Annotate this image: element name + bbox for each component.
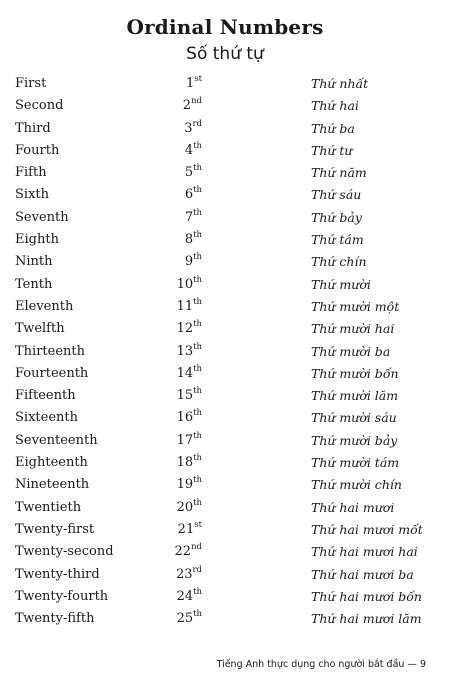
ordinal-suffix: th: [193, 609, 202, 620]
ordinal-suffix: th: [193, 408, 202, 419]
ordinal-suffix: th: [193, 140, 202, 151]
list-item: [0, 94, 450, 116]
vietnamese-ordinal: Thứ mười bảy: [311, 432, 398, 448]
ordinal-digits: 23: [175, 566, 193, 582]
ordinal-number: [150, 274, 202, 292]
vietnamese-ordinal: Thứ hai mươi mốt: [311, 521, 423, 537]
english-ordinal: Nineteenth: [15, 477, 90, 493]
ordinal-digits: 3: [184, 120, 193, 136]
ordinal-number: [150, 544, 202, 559]
vietnamese-ordinal: Thứ hai mươi hai: [311, 544, 418, 560]
list-item: [0, 139, 450, 161]
list-item: [0, 228, 450, 250]
ordinal-number: [150, 118, 202, 136]
english-ordinal: Twenty-third: [15, 566, 100, 582]
ordinal-number: [150, 321, 202, 336]
vietnamese-ordinal: Thứ mười chín: [311, 477, 402, 493]
ordinal-digits: 9: [184, 254, 194, 270]
ordinal-suffix: th: [193, 341, 202, 352]
list-item: [0, 206, 450, 228]
english-ordinal: Sixth: [15, 187, 49, 203]
ordinal-number: [150, 497, 202, 515]
list-item: [0, 250, 450, 272]
ordinal-number: [150, 410, 202, 425]
ordinal-number: [150, 388, 202, 403]
vietnamese-ordinal: Thứ chín: [311, 254, 367, 270]
ordinal-digits: 14: [176, 365, 194, 381]
vietnamese-ordinal: Thứ mười: [311, 276, 371, 292]
list-item: [0, 384, 450, 406]
ordinal-digits: 24: [176, 588, 194, 604]
ordinal-suffix: th: [193, 497, 202, 508]
ordinal-digits: 17: [176, 432, 194, 448]
vietnamese-ordinal: Thứ mười lăm: [311, 388, 399, 404]
ordinal-digits: 7: [184, 209, 194, 225]
ordinal-digits: 12: [176, 321, 194, 337]
ordinal-suffix: th: [193, 475, 202, 486]
english-ordinal: Twenty-second: [15, 544, 114, 560]
page-footer: Tiếng Anh thực dụng cho người bắt đầu — 9: [216, 659, 426, 670]
english-ordinal: Sixteenth: [15, 410, 78, 426]
english-ordinal: Thirteenth: [15, 343, 85, 359]
ordinal-number: [150, 455, 202, 470]
english-ordinal: Eighth: [15, 232, 59, 248]
ordinal-suffix: rd: [192, 564, 202, 575]
vietnamese-ordinal: Thứ tám: [311, 232, 364, 248]
list-item: [0, 273, 450, 295]
ordinal-suffix: st: [194, 519, 202, 530]
ordinal-number: [150, 76, 202, 91]
english-ordinal: Twenty-fifth: [15, 611, 95, 627]
ordinal-number: [150, 140, 202, 158]
ordinal-suffix: th: [193, 386, 202, 397]
ordinal-digits: 4: [184, 142, 194, 158]
vietnamese-ordinal: Thứ mười bốn: [311, 365, 399, 381]
ordinal-number: [150, 611, 202, 626]
vietnamese-ordinal: Thứ hai mươi: [311, 499, 395, 515]
list-item: [0, 563, 450, 585]
list-item: [0, 340, 450, 362]
ordinal-number: [150, 519, 202, 537]
page-subtitle: Số thứ tự: [186, 44, 264, 64]
vietnamese-ordinal: Thứ sáu: [311, 187, 362, 203]
ordinal-number: [150, 430, 202, 448]
ordinal-list: [0, 72, 450, 629]
vietnamese-ordinal: Thứ mười ba: [311, 343, 391, 359]
ordinal-suffix: nd: [191, 96, 202, 107]
ordinal-digits: 8: [184, 232, 194, 248]
list-item: [0, 585, 450, 607]
english-ordinal: Third: [15, 120, 51, 136]
list-item: [0, 72, 450, 94]
ordinal-suffix: th: [193, 274, 202, 285]
ordinal-digits: 5: [184, 165, 194, 181]
english-ordinal: Twelfth: [15, 321, 65, 337]
ordinal-digits: 19: [176, 477, 194, 493]
english-ordinal: Seventeenth: [15, 432, 98, 448]
vietnamese-ordinal: Thứ mười sáu: [311, 410, 397, 426]
list-item: [0, 607, 450, 629]
vietnamese-ordinal: Thứ nhất: [311, 76, 369, 91]
ordinal-digits: 21: [177, 521, 195, 537]
ordinal-suffix: th: [193, 230, 202, 241]
ordinal-number: [150, 207, 202, 225]
ordinal-number: [150, 165, 202, 180]
english-ordinal: Twenty-fourth: [15, 588, 109, 604]
vietnamese-ordinal: Thứ mười hai: [311, 321, 395, 337]
ordinal-suffix: th: [193, 453, 202, 464]
ordinal-suffix: th: [193, 185, 202, 196]
vietnamese-ordinal: Thứ hai mươi ba: [311, 566, 414, 582]
english-ordinal: Eleventh: [15, 298, 74, 314]
vietnamese-ordinal: Thứ ba: [311, 120, 355, 136]
vietnamese-ordinal: Thứ hai mươi lăm: [311, 611, 422, 627]
ordinal-number: [150, 232, 202, 247]
ordinal-suffix: th: [193, 586, 202, 597]
ordinal-digits: 25: [176, 611, 194, 627]
english-ordinal: Eighteenth: [15, 455, 88, 471]
ordinal-digits: 2: [182, 98, 192, 114]
ordinal-digits: 16: [176, 410, 194, 426]
list-item: [0, 473, 450, 495]
ordinal-digits: 18: [176, 455, 194, 471]
vietnamese-ordinal: Thứ mười tám: [311, 455, 400, 471]
english-ordinal: Fifth: [15, 165, 47, 181]
english-ordinal: Twenty-first: [15, 521, 95, 537]
vietnamese-ordinal: Thứ bảy: [311, 209, 362, 225]
ordinal-digits: 15: [176, 388, 194, 404]
ordinal-digits: 22: [174, 544, 192, 560]
list-item: [0, 161, 450, 183]
ordinal-suffix: th: [193, 252, 202, 263]
ordinal-suffix: th: [193, 296, 202, 307]
ordinal-suffix: th: [193, 319, 202, 330]
ordinal-suffix: th: [193, 207, 202, 218]
english-ordinal: Tenth: [15, 276, 53, 292]
list-item: [0, 183, 450, 205]
english-ordinal: Fourth: [15, 142, 60, 158]
page-title: Ordinal Numbers: [126, 15, 324, 39]
ordinal-suffix: rd: [192, 118, 202, 129]
list-item: [0, 317, 450, 339]
vietnamese-ordinal: Thứ hai: [311, 98, 359, 114]
ordinal-digits: 10: [176, 276, 194, 292]
list-item: [0, 540, 450, 562]
ordinal-number: [150, 341, 202, 359]
list-item: [0, 362, 450, 384]
ordinal-digits: 6: [184, 187, 194, 203]
vietnamese-ordinal: Thứ mười một: [311, 298, 400, 314]
ordinal-number: [150, 564, 202, 582]
ordinal-number: [150, 187, 202, 202]
english-ordinal: Fourteenth: [15, 365, 89, 381]
list-item: [0, 451, 450, 473]
ordinal-suffix: th: [193, 363, 202, 374]
english-ordinal: First: [15, 76, 47, 91]
ordinal-number: [150, 477, 202, 492]
english-ordinal: Twentieth: [15, 499, 82, 515]
ordinal-number: [150, 254, 202, 269]
list-item: [0, 496, 450, 518]
ordinal-suffix: th: [193, 430, 202, 441]
ordinal-digits: 20: [176, 499, 194, 515]
ordinal-number: [150, 98, 202, 113]
ordinal-suffix: th: [193, 163, 202, 174]
ordinal-suffix: st: [194, 74, 202, 84]
list-item: [0, 117, 450, 139]
ordinal-digits: 11: [176, 298, 194, 314]
ordinal-digits: 13: [176, 343, 194, 359]
list-item: [0, 295, 450, 317]
vietnamese-ordinal: Thứ hai mươi bốn: [311, 588, 422, 604]
list-item: [0, 429, 450, 451]
ordinal-suffix: nd: [191, 542, 202, 553]
list-item: [0, 406, 450, 428]
vietnamese-ordinal: Thứ tư: [311, 142, 353, 158]
english-ordinal: Ninth: [15, 254, 53, 270]
ordinal-number: [150, 296, 202, 314]
vietnamese-ordinal: Thứ năm: [311, 165, 367, 181]
english-ordinal: Fifteenth: [15, 388, 76, 404]
english-ordinal: Seventh: [15, 209, 69, 225]
list-item: [0, 518, 450, 540]
english-ordinal: Second: [15, 98, 64, 114]
ordinal-digits: 1: [185, 76, 195, 91]
ordinal-number: [150, 586, 202, 604]
ordinal-number: [150, 363, 202, 381]
